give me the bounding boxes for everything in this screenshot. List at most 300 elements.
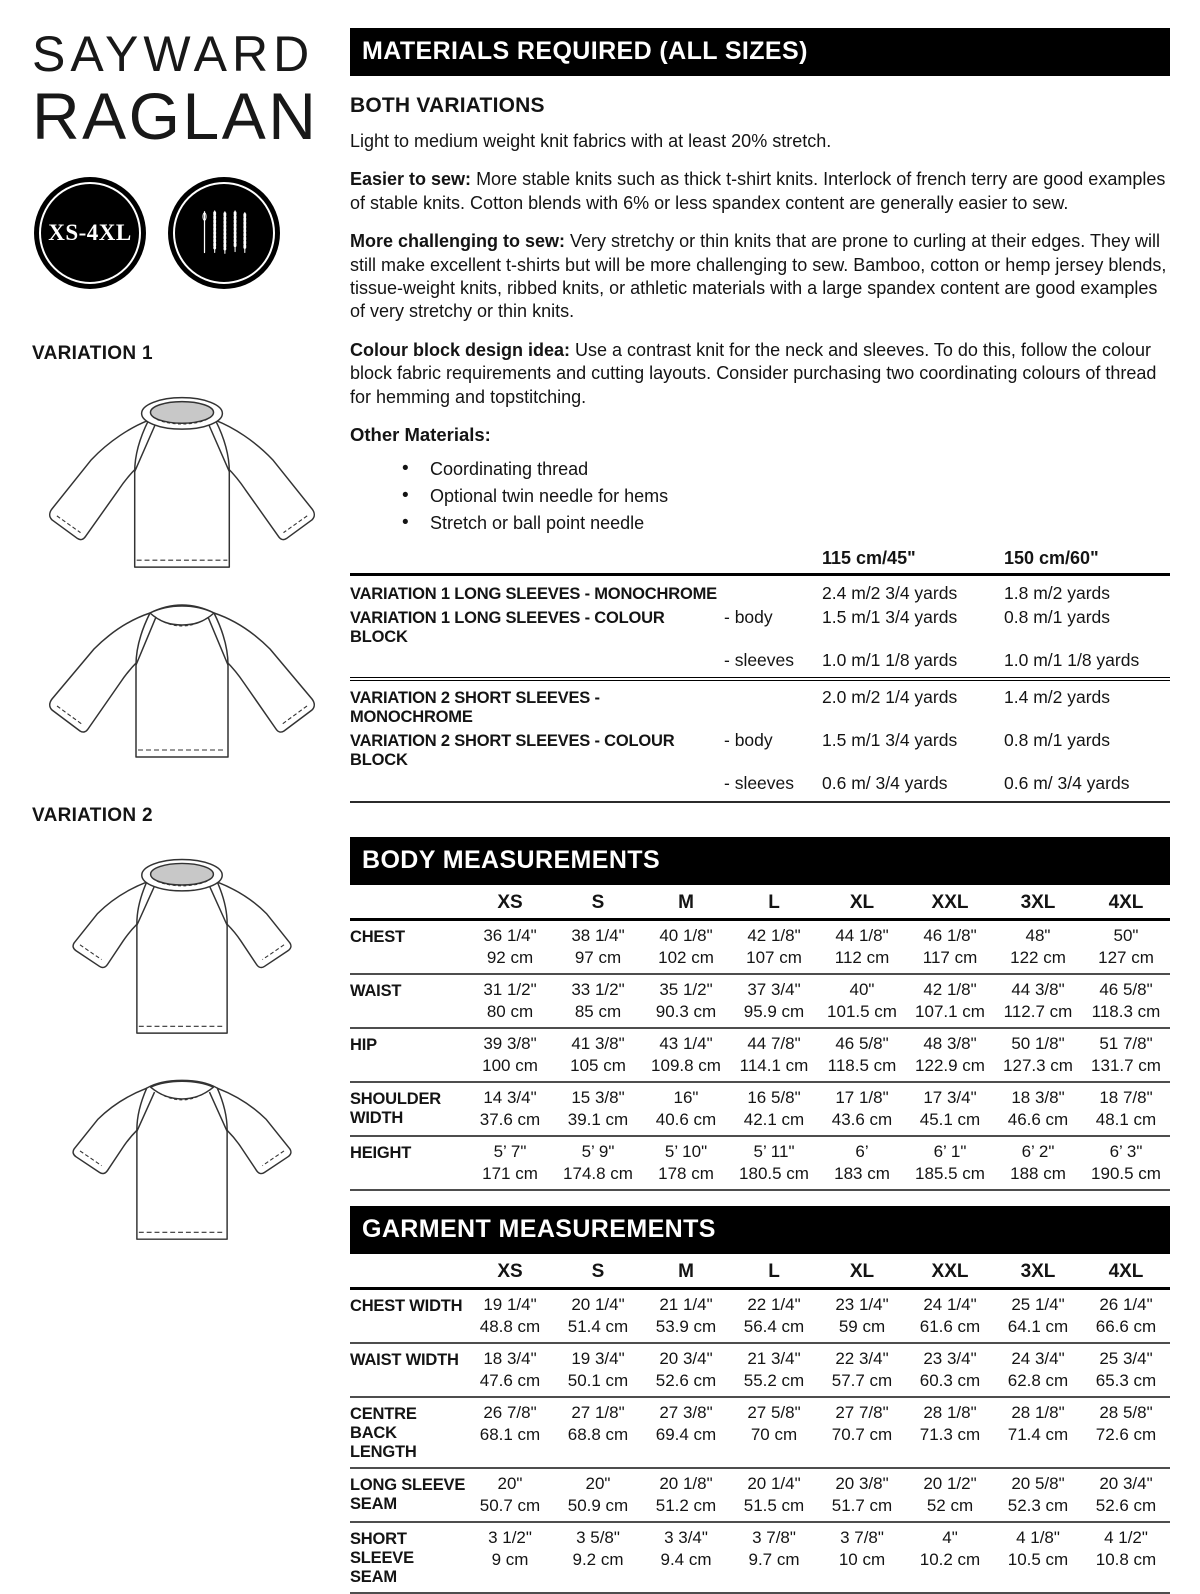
measurement-cell [730, 1527, 818, 1587]
badges-row [34, 177, 350, 289]
measurement-cell [994, 1348, 1082, 1391]
measurement-row [350, 1344, 1170, 1398]
row-label: WAIST [350, 982, 402, 1001]
measurement-cell [466, 1087, 554, 1130]
cm-value: 56.4 cm [743, 1316, 805, 1336]
size-column-header: XL [849, 1261, 875, 1283]
cm-value: 65.3 cm [1095, 1370, 1157, 1390]
measurement-cell [994, 1473, 1082, 1516]
inches-value: 18 7/8" [1099, 1088, 1153, 1108]
size-column-header: L [768, 892, 780, 914]
cm-value: 97 cm [574, 947, 622, 967]
cm-value: 112.7 cm [1003, 1001, 1073, 1021]
paragraph-lead: More challenging to sew: [350, 231, 566, 252]
inches-value: 48 3/8" [923, 1034, 977, 1054]
inches-value: 14 3/4" [483, 1088, 537, 1108]
inches-value: 26 1/4" [1099, 1295, 1153, 1315]
inches-value: 6’ 1" [933, 1142, 967, 1162]
fabric-value-115cm: 1.5 m/1 3/4 yards [822, 729, 958, 750]
cm-value: 51.7 cm [831, 1495, 893, 1515]
variation2-back-illustration [32, 1045, 332, 1249]
variation1-label: VARIATION 1 [32, 343, 153, 365]
inches-value: 50 1/8" [1011, 1034, 1065, 1054]
paragraph-text: Light to medium weight knit fabrics with at least 20% stretch. [350, 131, 832, 151]
cm-value: 118.5 cm [827, 1055, 897, 1075]
size-range-badge [34, 177, 146, 289]
size-column-header: S [591, 892, 605, 914]
measurement-row [350, 1137, 1170, 1191]
left-column [32, 28, 350, 1500]
inches-value: 40" [849, 980, 875, 1000]
inches-value: 36 1/4" [483, 926, 537, 946]
cm-value: 109.8 cm [651, 1055, 721, 1075]
inches-value: 23 1/4" [835, 1295, 889, 1315]
fabric-row [350, 581, 1170, 605]
measurement-cell [1082, 1294, 1170, 1337]
measurement-cell [906, 1348, 994, 1391]
measurement-cell [818, 1402, 906, 1462]
inches-value: 20" [497, 1474, 523, 1494]
measurement-cell [994, 1527, 1082, 1587]
inches-value: 46 1/8" [923, 926, 977, 946]
measurement-cell [466, 979, 554, 1022]
inches-value: 44 7/8" [747, 1034, 801, 1054]
fabric-value-150cm: 0.6 m/ 3/4 yards [1004, 772, 1130, 793]
inches-value: 46 5/8" [835, 1034, 889, 1054]
cm-value: 51.2 cm [655, 1495, 717, 1515]
inches-value: 5’ 10" [664, 1142, 708, 1162]
cm-value: 59 cm [838, 1316, 886, 1336]
paragraph-lead: Easier to sew: [350, 169, 472, 190]
cm-value: 112 cm [834, 947, 890, 967]
cm-value: 114.1 cm [739, 1055, 809, 1075]
inches-value: 21 1/4" [659, 1295, 713, 1315]
inches-value: 21 3/4" [747, 1349, 801, 1369]
inches-value: 42 1/8" [923, 980, 977, 1000]
cm-value: 47.6 cm [479, 1370, 541, 1390]
variation1-back-illustration [32, 579, 332, 765]
row-label: SHORT SLEEVE SEAM [350, 1530, 414, 1587]
inches-value: 42 1/8" [747, 926, 801, 946]
cm-value: 69.4 cm [655, 1424, 717, 1444]
measurement-cell [1082, 979, 1170, 1022]
fabric-value-115cm: 2.0 m/2 1/4 yards [822, 686, 958, 707]
row-label: LONG SLEEVE SEAM [350, 1476, 466, 1514]
cm-value: 10.5 cm [1007, 1549, 1069, 1569]
measurement-cell [642, 1087, 730, 1130]
right-column [350, 28, 1170, 1587]
cm-value: 118.3 cm [1091, 1001, 1161, 1021]
fabric-value-115cm: 0.6 m/ 3/4 yards [822, 772, 948, 793]
size-column-header: M [678, 1261, 694, 1283]
cm-value: 68.8 cm [567, 1424, 629, 1444]
cm-value: 52.3 cm [1007, 1495, 1069, 1515]
inches-value: 19 3/4" [571, 1349, 625, 1369]
measurement-cell [642, 1033, 730, 1076]
cm-value: 50.1 cm [567, 1370, 629, 1390]
paragraph-lead: Colour block design idea: [350, 339, 571, 360]
measurement-cell [818, 1087, 906, 1130]
cm-value: 9.2 cm [572, 1549, 624, 1569]
cm-value: 95.9 cm [743, 1001, 805, 1021]
cm-value: 92 cm [486, 947, 534, 967]
fabric-value-115cm: 1.5 m/1 3/4 yards [822, 606, 958, 627]
fabric-row-sublabel: - body [724, 606, 773, 627]
cm-value: 72.6 cm [1095, 1424, 1157, 1444]
body-measurements-header: BODY MEASUREMENTS [350, 837, 1170, 885]
measurement-cell [466, 1348, 554, 1391]
inches-value: 23 3/4" [923, 1349, 977, 1369]
row-label: HEIGHT [350, 1144, 412, 1163]
paragraph-text: Very stretchy or thin knits that are prone to curling at their edges. They will still make excellent t-shirts but will be more challenging to sew. Bamboo, cotton or hemp jersey blends, tissue-weight knits, ribbed knits, or athletic materials with a large spandex content are good examples of very stretchy or thin knits. [350, 231, 1167, 322]
cm-value: 40.6 cm [655, 1109, 717, 1129]
measurement-cell [554, 1527, 642, 1587]
measurement-cell [466, 925, 554, 968]
inches-value: 19 1/4" [483, 1295, 537, 1315]
row-label: WAIST WIDTH [350, 1351, 459, 1370]
cm-value: 55.2 cm [743, 1370, 805, 1390]
cm-value: 100 cm [482, 1055, 538, 1075]
measurement-cell [818, 925, 906, 968]
fabric-row-label: VARIATION 1 LONG SLEEVES - COLOUR BLOCK [350, 608, 665, 646]
list-item: • Coordinating thread [350, 456, 1170, 483]
inches-value: 20 1/2" [923, 1474, 977, 1494]
size-column-header: 4XL [1108, 892, 1144, 914]
cm-value: 9.7 cm [748, 1549, 800, 1569]
measurement-cell [642, 1294, 730, 1337]
inches-value: 16 5/8" [747, 1088, 801, 1108]
measurement-row [350, 975, 1170, 1029]
inches-value: 28 1/8" [1011, 1403, 1065, 1423]
cm-value: 178 cm [658, 1163, 714, 1183]
inches-value: 50" [1113, 926, 1139, 946]
measurement-cell [466, 1402, 554, 1462]
size-column-header: XS [497, 1261, 523, 1283]
measurement-cell [730, 1087, 818, 1130]
measurement-cell [642, 1402, 730, 1462]
cm-value: 60.3 cm [919, 1370, 981, 1390]
cm-value: 46.6 cm [1007, 1109, 1069, 1129]
measurement-cell [554, 1087, 642, 1130]
measurement-cell [554, 1348, 642, 1391]
inches-value: 17 1/8" [835, 1088, 889, 1108]
cm-value: 102 cm [658, 947, 714, 967]
cm-value: 90.3 cm [655, 1001, 717, 1021]
measurement-cell [818, 1141, 906, 1184]
inches-value: 3 3/4" [664, 1528, 708, 1548]
fabric-row-sublabel: - sleeves [724, 772, 795, 793]
cm-value: 105 cm [570, 1055, 626, 1075]
inches-value: 28 5/8" [1099, 1403, 1153, 1423]
other-materials-list [350, 456, 1170, 537]
measurement-cell [730, 1294, 818, 1337]
measurement-cell [906, 1402, 994, 1462]
fabric-row-sublabel [724, 596, 822, 599]
inches-value: 3 7/8" [752, 1528, 796, 1548]
inches-value: 6’ [855, 1142, 869, 1162]
inches-value: 46 5/8" [1099, 980, 1153, 1000]
easier-to-sew-paragraph [350, 168, 1170, 215]
cm-value: 52 cm [926, 1495, 974, 1515]
inches-value: 5’ 9" [581, 1142, 615, 1162]
pattern-name-line2: RAGLAN [32, 78, 319, 153]
cm-value: 174.8 cm [563, 1163, 633, 1183]
inches-value: 3 1/2" [488, 1528, 532, 1548]
variation2-label: VARIATION 2 [32, 805, 153, 827]
measurement-cell [818, 1473, 906, 1516]
needles-badge [168, 177, 280, 289]
cm-value: 131.7 cm [1091, 1055, 1161, 1075]
cm-value: 70.7 cm [831, 1424, 893, 1444]
measurement-cell [466, 1527, 554, 1587]
size-column-header: XS [497, 892, 523, 914]
cm-value: 71.3 cm [919, 1424, 981, 1444]
inches-value: 20 1/8" [659, 1474, 713, 1494]
inches-value: 20 5/8" [1011, 1474, 1065, 1494]
measurement-cell [994, 1294, 1082, 1337]
measurement-cell [818, 1527, 906, 1587]
fabric-value-115cm: 2.4 m/2 3/4 yards [822, 582, 958, 603]
inches-value: 5’ 7" [493, 1142, 527, 1162]
fabric-width-header: 115 cm/45" [822, 548, 916, 569]
measurement-cell [554, 1141, 642, 1184]
cm-value: 107 cm [746, 947, 802, 967]
measurement-cell [730, 1141, 818, 1184]
cm-value: 62.8 cm [1007, 1370, 1069, 1390]
inches-value: 22 3/4" [835, 1349, 889, 1369]
size-column-header: XL [849, 892, 875, 914]
cm-value: 185.5 cm [915, 1163, 985, 1183]
measurement-cell [1082, 1348, 1170, 1391]
measurement-cell [1082, 1473, 1170, 1516]
measurement-cell [466, 1141, 554, 1184]
cm-value: 61.6 cm [919, 1316, 981, 1336]
cm-value: 85 cm [574, 1001, 622, 1021]
measurement-cell [642, 1473, 730, 1516]
measurement-row [350, 1029, 1170, 1083]
measurement-cell [818, 1348, 906, 1391]
inches-value: 27 7/8" [835, 1403, 889, 1423]
garment-measurements-header: GARMENT MEASUREMENTS [350, 1206, 1170, 1254]
measurement-cell [642, 925, 730, 968]
inches-value: 40 1/8" [659, 926, 713, 946]
inches-value: 37 3/4" [747, 980, 801, 1000]
fabric-value-150cm: 0.8 m/1 yards [1004, 606, 1111, 627]
measurement-cell [1082, 1087, 1170, 1130]
inches-value: 24 3/4" [1011, 1349, 1065, 1369]
inches-value: 28 1/8" [923, 1403, 977, 1423]
fabric-table [350, 547, 1170, 804]
inches-value: 51 7/8" [1099, 1034, 1153, 1054]
measurement-cell [1082, 1527, 1170, 1587]
measurement-cell [730, 1348, 818, 1391]
needles-icon [193, 201, 255, 265]
measurement-cell [906, 1141, 994, 1184]
size-range-label: XS-4XL [48, 220, 132, 246]
fabric-value-150cm: 1.4 m/2 yards [1004, 686, 1111, 707]
fabric-row [350, 728, 1170, 771]
size-column-header: 4XL [1108, 1261, 1144, 1283]
paragraph-text: Use a contrast knit for the neck and sleeves. To do this, follow the colour block fabric requirements and cutting layouts. Consider purchasing two coordinating colours of thread for hemming and topstitching. [350, 339, 1157, 407]
cm-value: 57.7 cm [831, 1370, 893, 1390]
inches-value: 44 1/8" [835, 926, 889, 946]
inches-value: 25 1/4" [1011, 1295, 1065, 1315]
inches-value: 6’ 2" [1021, 1142, 1055, 1162]
size-header-row [350, 885, 1170, 921]
measurement-row [350, 1083, 1170, 1137]
fabric-weight-paragraph [350, 130, 1170, 153]
inches-value: 35 1/2" [659, 980, 713, 1000]
cm-value: 117 cm [922, 947, 978, 967]
inches-value: 4" [942, 1528, 958, 1548]
measurement-cell [818, 979, 906, 1022]
cm-value: 48.8 cm [479, 1316, 541, 1336]
fabric-row-label: VARIATION 2 SHORT SLEEVES - MONOCHROME [350, 688, 600, 726]
masthead [32, 26, 350, 153]
measurement-cell [1082, 1033, 1170, 1076]
list-item: • Stretch or ball point needle [350, 510, 1170, 537]
measurement-row [350, 1398, 1170, 1469]
fabric-row-label [350, 786, 724, 789]
measurement-cell [642, 1141, 730, 1184]
fabric-row-label: VARIATION 1 LONG SLEEVES - MONOCHROME [350, 584, 717, 603]
measurement-cell [730, 1473, 818, 1516]
cm-value: 183 cm [834, 1163, 890, 1183]
fabric-value-150cm: 1.0 m/1 1/8 yards [1004, 649, 1140, 670]
fabric-row [350, 685, 1170, 728]
fabric-row [350, 648, 1170, 681]
cm-value: 43.6 cm [831, 1109, 893, 1129]
size-column-header: L [768, 1261, 780, 1283]
garment-measurements-table [350, 1254, 1170, 1594]
measurement-cell [730, 925, 818, 968]
row-label: HIP [350, 1036, 377, 1055]
cm-value: 42.1 cm [743, 1109, 805, 1129]
size-column-header: M [678, 892, 694, 914]
cm-value: 188 cm [1010, 1163, 1066, 1183]
inches-value: 39 3/8" [483, 1034, 537, 1054]
cm-value: 52.6 cm [1095, 1495, 1157, 1515]
inches-value: 27 5/8" [747, 1403, 801, 1423]
inches-value: 20 1/4" [571, 1295, 625, 1315]
cm-value: 10.8 cm [1095, 1549, 1157, 1569]
measurement-cell [466, 1294, 554, 1337]
measurement-row [350, 921, 1170, 975]
more-challenging-paragraph [350, 230, 1170, 324]
inches-value: 20 1/4" [747, 1474, 801, 1494]
inches-value: 15 3/8" [571, 1088, 625, 1108]
inches-value: 27 3/8" [659, 1403, 713, 1423]
inches-value: 5’ 11" [753, 1142, 795, 1162]
row-label: CHEST [350, 928, 405, 947]
measurement-cell [466, 1473, 554, 1516]
measurement-cell [554, 1294, 642, 1337]
inches-value: 20 3/4" [1099, 1474, 1153, 1494]
measurement-cell [994, 1033, 1082, 1076]
measurement-cell [730, 979, 818, 1022]
size-column-header: XXL [931, 1261, 969, 1283]
inches-value: 18 3/8" [1011, 1088, 1065, 1108]
inches-value: 4 1/2" [1104, 1528, 1148, 1548]
measurement-cell [906, 1294, 994, 1337]
inches-value: 43 1/4" [659, 1034, 713, 1054]
fabric-row-label [350, 663, 724, 666]
inches-value: 38 1/4" [571, 926, 625, 946]
materials-required-header: MATERIALS REQUIRED (ALL SIZES) [350, 28, 1170, 76]
measurement-row [350, 1469, 1170, 1523]
fabric-value-115cm: 1.0 m/1 1/8 yards [822, 649, 958, 670]
inches-value: 41 3/8" [571, 1034, 625, 1054]
measurement-cell [554, 1402, 642, 1462]
cm-value: 51.5 cm [743, 1495, 805, 1515]
inches-value: 24 1/4" [923, 1295, 977, 1315]
cm-value: 50.7 cm [479, 1495, 541, 1515]
fabric-row-sublabel: - sleeves [724, 649, 795, 670]
inches-value: 18 3/4" [483, 1349, 537, 1369]
measurement-cell [994, 925, 1082, 968]
inches-value: 27 1/8" [571, 1403, 625, 1423]
measurement-cell [1082, 925, 1170, 968]
cm-value: 10 cm [838, 1549, 886, 1569]
measurement-cell [1082, 1141, 1170, 1184]
measurement-cell [1082, 1402, 1170, 1462]
inches-value: 33 1/2" [571, 980, 625, 1000]
size-column-header: XXL [931, 892, 969, 914]
cm-value: 53.9 cm [655, 1316, 717, 1336]
inches-value: 16" [673, 1088, 699, 1108]
cm-value: 70 cm [750, 1424, 798, 1444]
inches-value: 6’ 3" [1109, 1142, 1143, 1162]
inches-value: 3 5/8" [576, 1528, 620, 1548]
measurement-cell [818, 1033, 906, 1076]
inches-value: 4 1/8" [1016, 1528, 1060, 1548]
variation1-front-illustration [32, 373, 332, 575]
measurement-cell [730, 1033, 818, 1076]
cm-value: 190.5 cm [1091, 1163, 1161, 1183]
paragraph-text: More stable knits such as thick t-shirt knits. Interlock of french terry are good examples of stable knits. Cotton blends with 6% or less spandex content are generally easier to sew. [350, 169, 1166, 213]
row-label: CENTRE BACK LENGTH [350, 1405, 417, 1462]
cm-value: 71.4 cm [1007, 1424, 1069, 1444]
measurement-cell [642, 979, 730, 1022]
body-measurements-table [350, 885, 1170, 1191]
cm-value: 51.4 cm [567, 1316, 629, 1336]
fabric-row-sublabel: - body [724, 729, 773, 750]
measurement-cell [554, 925, 642, 968]
pattern-name-line1: SAYWARD [32, 26, 315, 82]
measurement-cell [994, 979, 1082, 1022]
measurement-cell [730, 1402, 818, 1462]
fabric-value-150cm: 1.8 m/2 yards [1004, 582, 1111, 603]
cm-value: 64.1 cm [1007, 1316, 1069, 1336]
cm-value: 9 cm [491, 1549, 529, 1569]
cm-value: 171 cm [482, 1163, 538, 1183]
inches-value: 17 3/4" [923, 1088, 977, 1108]
measurement-cell [818, 1294, 906, 1337]
cm-value: 107.1 cm [915, 1001, 985, 1021]
measurement-cell [906, 979, 994, 1022]
cm-value: 122.9 cm [915, 1055, 985, 1075]
cm-value: 50.9 cm [567, 1495, 629, 1515]
fabric-value-150cm: 0.8 m/1 yards [1004, 729, 1111, 750]
cm-value: 101.5 cm [827, 1001, 897, 1021]
fabric-row [350, 605, 1170, 648]
list-item: • Optional twin needle for hems [350, 483, 1170, 510]
measurement-cell [906, 1473, 994, 1516]
inches-value: 48" [1025, 926, 1051, 946]
cm-value: 80 cm [486, 1001, 534, 1021]
measurement-cell [554, 1033, 642, 1076]
measurement-cell [994, 1141, 1082, 1184]
